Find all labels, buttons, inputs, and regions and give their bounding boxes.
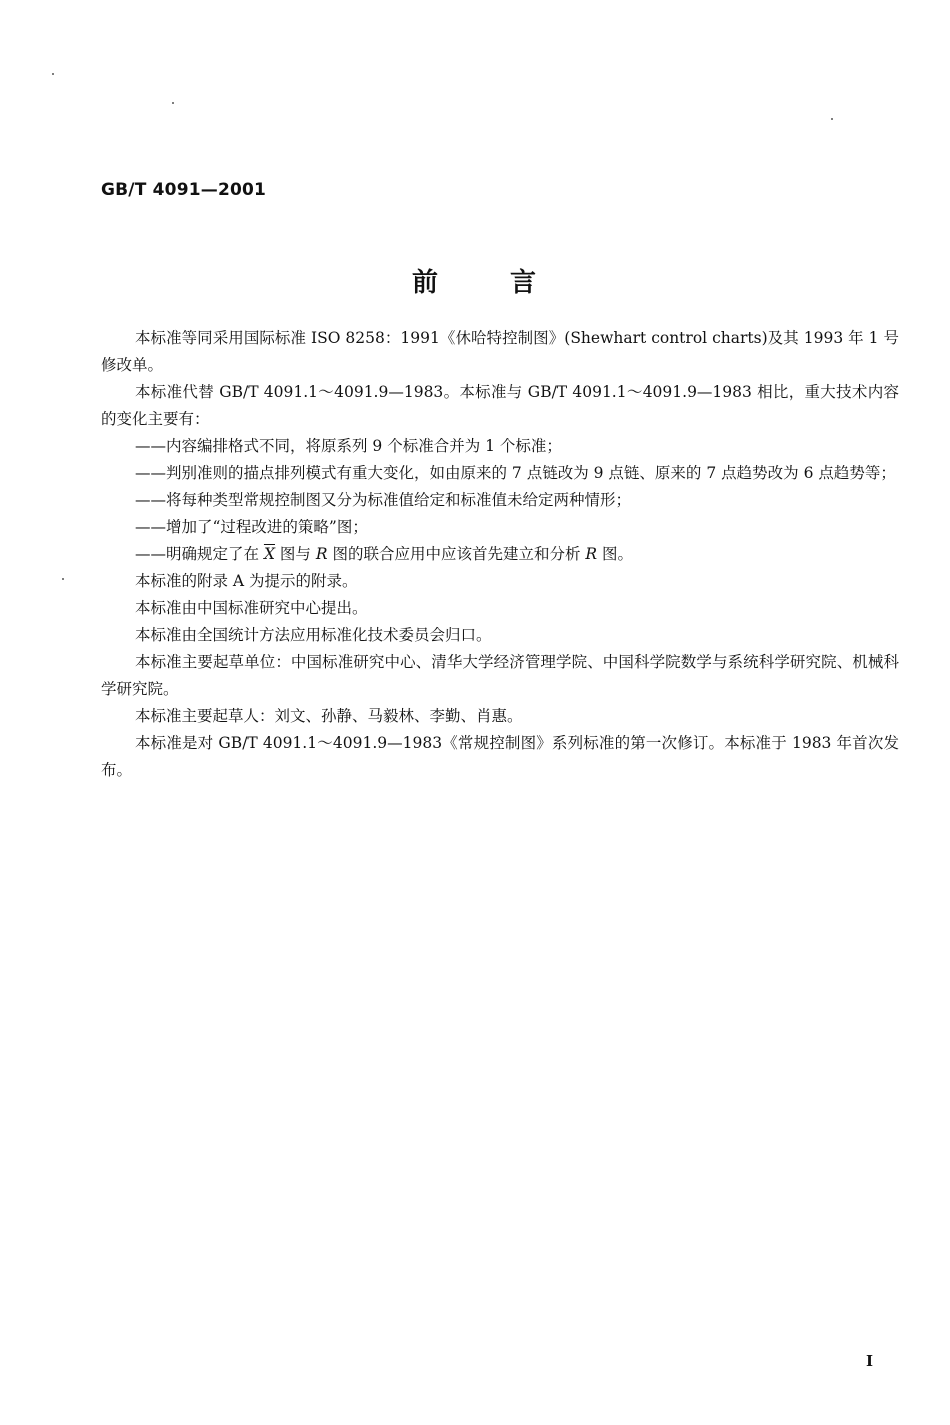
paragraph-drafting-units: 本标准主要起草单位：中国标准研究中心、清华大学经济管理学院、中国科学院数学与系统科学研究院、机械科学研究院。	[101, 653, 899, 698]
item5-text-c: 图的联合应用中应该首先建立和分析	[327, 545, 586, 563]
change-item-4: ——增加了“过程改进的策略”图；	[135, 518, 368, 536]
paragraph-committee: 本标准由全国统计方法应用标准化技术委员会归口。	[135, 626, 492, 644]
paragraph-replacement: 本标准代替 GB/T 4091.1～4091.9—1983。本标准与 GB/T 4091.1～4091.9—1983 相比，重大技术内容的变化主要有：	[101, 383, 899, 428]
r-symbol: R	[585, 545, 598, 563]
item5-text-d: 图。	[597, 545, 633, 563]
change-item-2: ——判别准则的描点排列模式有重大变化，如由原来的 7 点链改为 9 点链、原来的 7 点趋势改为 6 点趋势等；	[135, 464, 896, 482]
paragraph-proposer: 本标准由中国标准研究中心提出。	[135, 599, 368, 617]
page-title	[0, 262, 950, 299]
change-item-5	[101, 541, 899, 568]
paragraph-revision: 本标准是对 GB/T 4091.1～4091.9—1983《常规控制图》系列标准的第一次修订。本标准于 1983 年首次发布。	[101, 734, 899, 779]
paragraph-adoption: 本标准等同采用国际标准 ISO 8258：1991《休哈特控制图》(Shewhart control charts)及其 1993 年 1 号修改单。	[101, 329, 899, 374]
title-char-1: 前	[411, 268, 440, 298]
change-item-3: ——将每种类型常规控制图又分为标准值给定和标准值未给定两种情形；	[135, 491, 632, 509]
paragraph-drafters: 本标准主要起草人：刘文、孙静、马毅林、李勤、肖惠。	[135, 707, 523, 725]
paragraph-appendix: 本标准的附录 A 为提示的附录。	[135, 572, 358, 590]
xbar-symbol: $\overline{X}$	[263, 545, 275, 563]
title-char-2: 言	[510, 268, 539, 298]
standard-number: GB/T 4091—2001	[101, 180, 267, 200]
page-number: I	[866, 1352, 874, 1370]
change-item-1: ——内容编排格式不同，将原系列 9 个标准合并为 1 个标准；	[135, 437, 562, 455]
preface-body	[101, 325, 899, 784]
item5-text-b: 图与	[274, 545, 316, 563]
scan-speck	[831, 118, 833, 120]
scan-speck	[172, 102, 174, 104]
scan-speck	[52, 73, 54, 75]
item5-text-a: ——明确规定了在	[135, 545, 264, 563]
r-symbol: R	[315, 545, 328, 563]
scan-speck	[62, 578, 64, 580]
